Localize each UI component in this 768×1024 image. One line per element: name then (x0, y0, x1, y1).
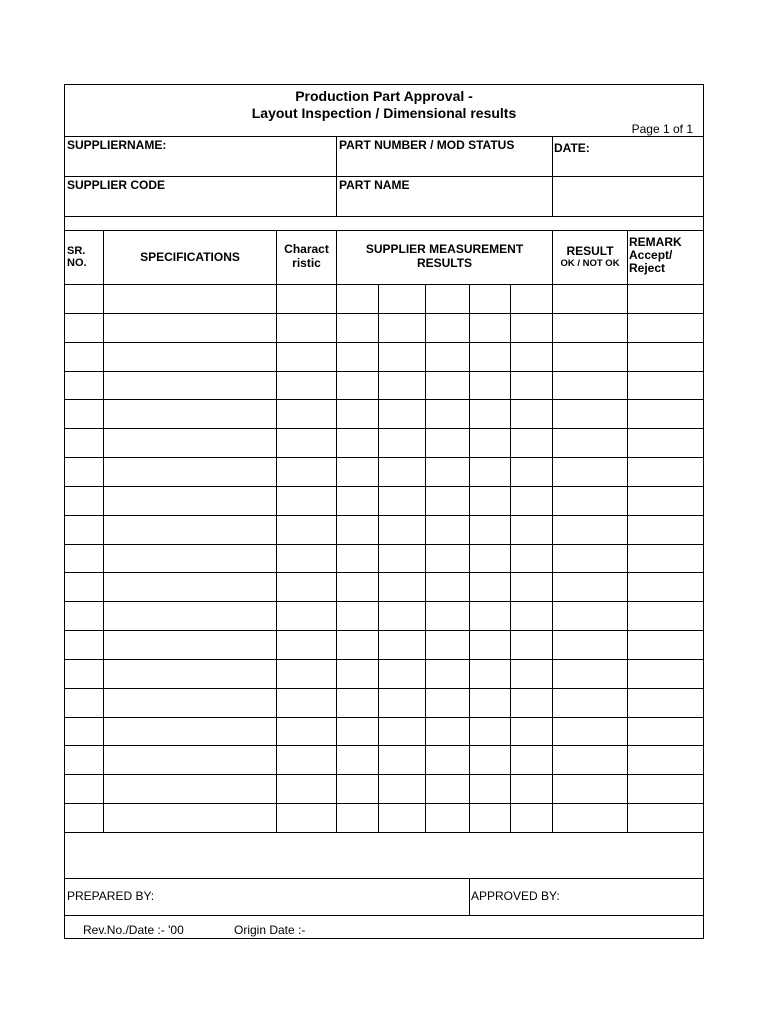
col-header-supplier-measurement (337, 242, 552, 270)
divider (65, 878, 703, 879)
form-title-line2: Layout Inspection / Dimensional results (251, 105, 517, 121)
table-row-line (65, 803, 703, 804)
divider (425, 284, 426, 832)
part-name-label: PART NAME (339, 178, 410, 192)
divider (627, 230, 628, 832)
divider (469, 878, 470, 915)
table-row-line (65, 371, 703, 372)
supplier-name-label: SUPPLIERNAME: (67, 138, 167, 152)
table-row-line (65, 745, 703, 746)
table-row-line (65, 572, 703, 573)
table-row-line (65, 399, 703, 400)
divider (103, 230, 104, 832)
table-row-line (65, 342, 703, 343)
origin-date: Origin Date :- (234, 923, 306, 937)
divider (510, 284, 511, 832)
table-row-line (65, 774, 703, 775)
table-row-line (65, 601, 703, 602)
revision-number-date: Rev.No./Date :- '00 (83, 923, 184, 937)
col-header-characteristic-line1: Charact (284, 242, 329, 256)
table-row-line (65, 688, 703, 689)
prepared-by-label: PREPARED BY: (67, 889, 155, 903)
col-header-result-label: RESULT (566, 244, 614, 258)
table-row-line (65, 630, 703, 631)
table-row-line (65, 457, 703, 458)
divider (469, 284, 470, 832)
col-header-specifications: SPECIFICATIONS (140, 250, 240, 264)
col-header-result (553, 244, 627, 269)
divider (65, 216, 703, 217)
divider (336, 136, 337, 216)
divider (552, 136, 553, 216)
col-header-remark (629, 236, 682, 275)
layout-inspection-form (64, 84, 704, 939)
col-header-sr-line1: SR. (67, 245, 86, 257)
table-row-line (65, 544, 703, 545)
table-row-line (65, 428, 703, 429)
table-row-line (65, 313, 703, 314)
col-header-characteristic-line2: ristic (292, 256, 321, 270)
col-header-sr (67, 245, 87, 269)
divider (65, 230, 703, 231)
table-row-line (65, 486, 703, 487)
col-header-supplier-line1: SUPPLIER MEASUREMENT (365, 242, 524, 256)
divider (276, 230, 277, 832)
col-header-characteristic (277, 242, 336, 270)
divider (65, 915, 703, 916)
divider (336, 230, 337, 832)
col-header-remark-line2: Accept/ (629, 248, 673, 262)
supplier-code-label: SUPPLIER CODE (67, 178, 166, 192)
date-label: DATE: (554, 141, 590, 155)
divider (65, 176, 703, 177)
form-title-line1: Production Part Approval - (295, 88, 473, 104)
divider (65, 284, 703, 285)
col-header-remark-line1: REMARK (629, 235, 682, 249)
divider (552, 230, 553, 832)
col-header-result-sub: OK / NOT OK (560, 258, 620, 269)
table-row-line (65, 832, 703, 833)
table-row-line (65, 515, 703, 516)
table-row-line (65, 659, 703, 660)
col-header-sr-line2: NO. (67, 257, 87, 269)
col-header-supplier-line2: RESULTS (416, 256, 473, 270)
col-header-remark-line3: Reject (629, 261, 666, 275)
page-indicator: Page 1 of 1 (631, 122, 693, 136)
divider (378, 284, 379, 832)
part-number-label: PART NUMBER / MOD STATUS (339, 138, 515, 152)
approved-by-label: APPROVED BY: (471, 889, 560, 903)
table-row-line (65, 717, 703, 718)
divider (65, 136, 703, 137)
